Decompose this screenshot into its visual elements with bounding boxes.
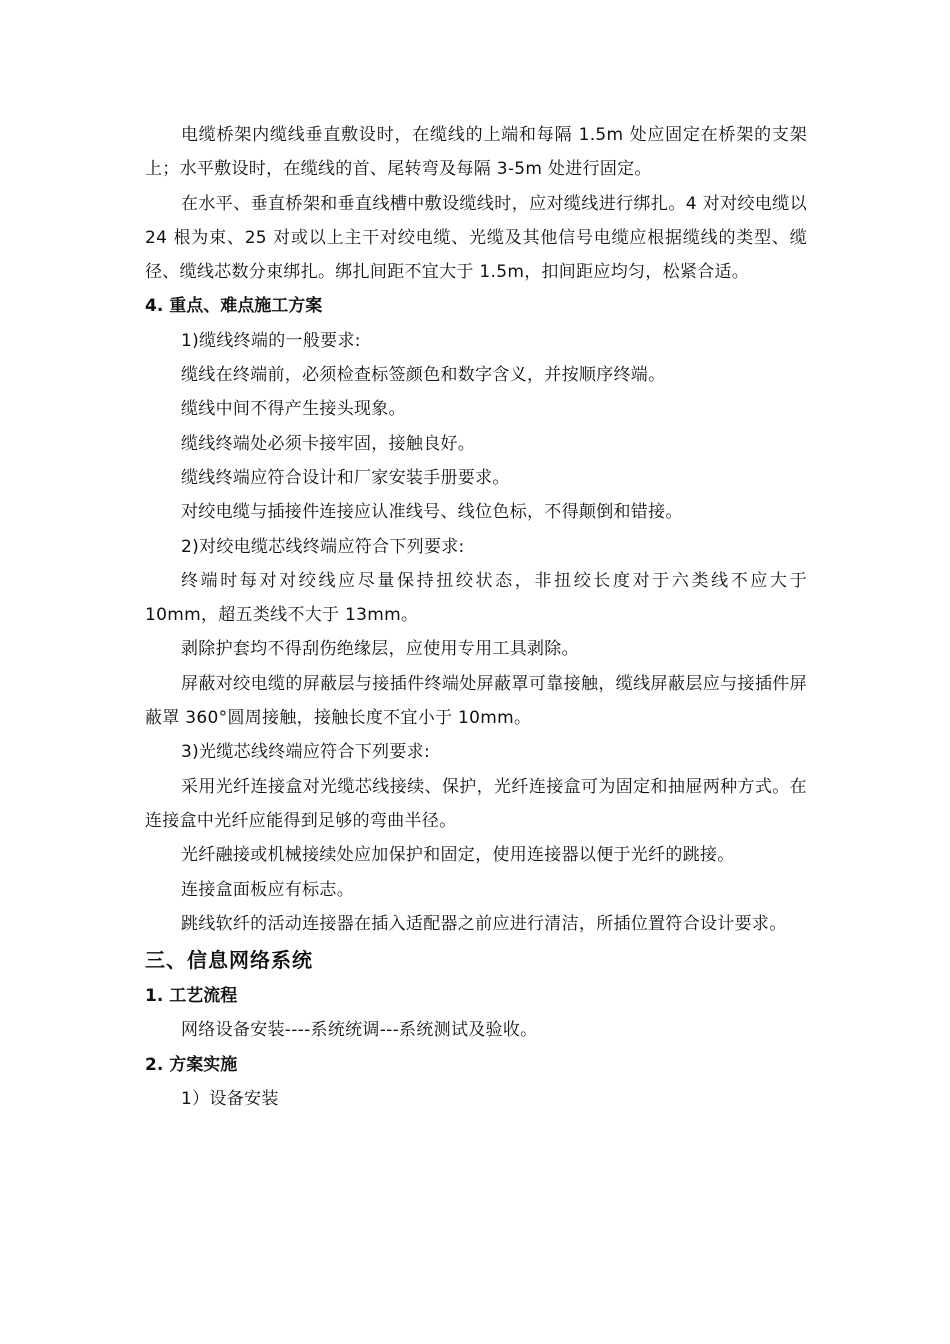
chapter-heading-network-system: 三、信息网络系统 — [145, 948, 313, 973]
list-item: 缆线终端处必须卡接牢固，接触良好。 — [181, 433, 476, 454]
paragraph-cable-binding: 在水平、垂直桥架和垂直线槽中敷设缆线时，应对缆线进行绑扎。4 对对绞电缆以 24 根为束、25 对或以上主干对绞电缆、光缆及其他信号电缆应根据缆线的类型、缆径、缆线芯数分束绑扎。绑扎间距不宜大于 1.5m，扣间距应均匀，松紧合适。 — [145, 193, 807, 283]
list-item: 对绞电缆与插接件连接应认准线号、线位色标，不得颠倒和错接。 — [181, 502, 683, 523]
subsection-2-heading: 2)对绞电缆芯线终端应符合下列要求: — [181, 536, 465, 557]
subsection-3-heading: 3)光缆芯线终端应符合下列要求: — [181, 742, 430, 763]
implementation-heading: 2. 方案实施 — [145, 1054, 238, 1075]
subsection-1-heading: 1)缆线终端的一般要求: — [181, 330, 361, 351]
list-item: 剥除护套均不得刮伤绝缘层，应使用专用工具剥除。 — [181, 639, 579, 660]
list-item: 缆线在终端前，必须检查标签颜色和数字含义，并按顺序终端。 — [181, 365, 666, 386]
list-item: 连接盒面板应有标志。 — [181, 879, 354, 900]
list-item: 终端时每对对绞线应尽量保持扭绞状态，非扭绞长度对于六类线不应大于 10mm，超五类线不大于 13mm。 — [145, 570, 807, 626]
document-page — [145, 118, 807, 1116]
list-item: 缆线终端应符合设计和厂家安装手册要求。 — [181, 467, 510, 488]
list-item: 缆线中间不得产生接头现象。 — [181, 399, 406, 420]
equipment-install-item: 1）设备安装 — [181, 1089, 279, 1110]
list-item: 屏蔽对绞电缆的屏蔽层与接插件终端处屏蔽罩可靠接触，缆线屏蔽层应与接插件屏蔽罩 360°圆周接触，接触长度不宜小于 10mm。 — [145, 673, 807, 729]
list-item: 采用光纤连接盒对光缆芯线接续、保护，光纤连接盒可为固定和抽屉两种方式。在连接盒中光纤应能得到足够的弯曲半径。 — [145, 776, 807, 831]
process-flow-heading: 1. 工艺流程 — [145, 986, 238, 1007]
paragraph-cable-fixing: 电缆桥架内缆线垂直敷设时，在缆线的上端和每隔 1.5m 处应固定在桥架的支架上；水平敷设时，在缆线的首、尾转弯及每隔 3-5m 处进行固定。 — [145, 125, 807, 180]
list-item: 跳线软纤的活动连接器在插入适配器之前应进行清洁，所插位置符合设计要求。 — [181, 913, 787, 934]
list-item: 光纤融接或机械接续处应加保护和固定，使用连接器以便于光纤的跳接。 — [181, 845, 735, 866]
process-flow-text: 网络设备安装----系统统调---系统测试及验收。 — [181, 1020, 538, 1041]
section-4-heading: 4. 重点、难点施工方案 — [145, 296, 323, 317]
